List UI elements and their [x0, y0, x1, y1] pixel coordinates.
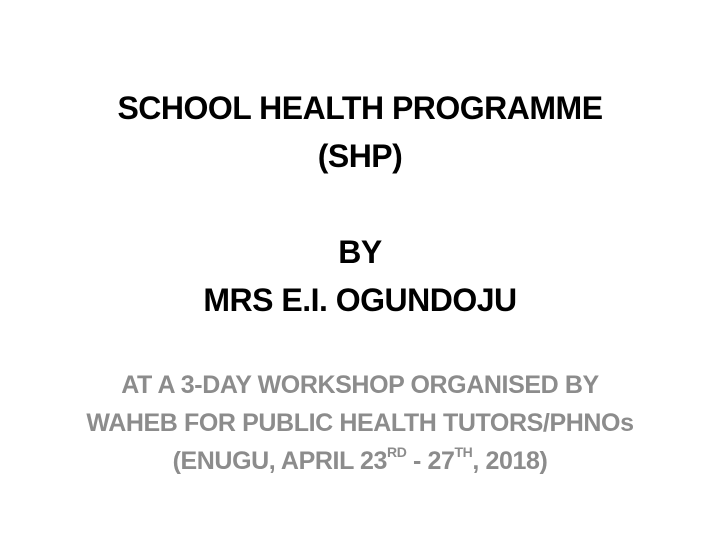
- presenter-name: MRS E.I. OGUNDOJU: [203, 282, 517, 318]
- by-label: BY: [338, 234, 382, 270]
- subtitle-date-suffix-th: TH: [454, 443, 473, 460]
- subtitle-line-2: WAHEB FOR PUBLIC HEALTH TUTORS/PHNOs: [86, 409, 634, 437]
- title-line-1: SCHOOL HEALTH PROGRAMME: [117, 90, 603, 126]
- subtitle-date-year: , 2018): [472, 447, 548, 475]
- subtitle-date-mid: - 27: [406, 447, 455, 475]
- subtitle-line-3: [30, 442, 690, 480]
- slide-title: [40, 84, 680, 324]
- title-line-2: (SHP): [317, 138, 403, 174]
- subtitle-date-prefix: (ENUGU, APRIL 23: [172, 447, 388, 475]
- subtitle-line-1: AT A 3-DAY WORKSHOP ORGANISED BY: [121, 371, 599, 399]
- slide-subtitle: [30, 366, 690, 480]
- title-spacer: [40, 180, 680, 228]
- subtitle-date-suffix-rd: RD: [387, 443, 407, 460]
